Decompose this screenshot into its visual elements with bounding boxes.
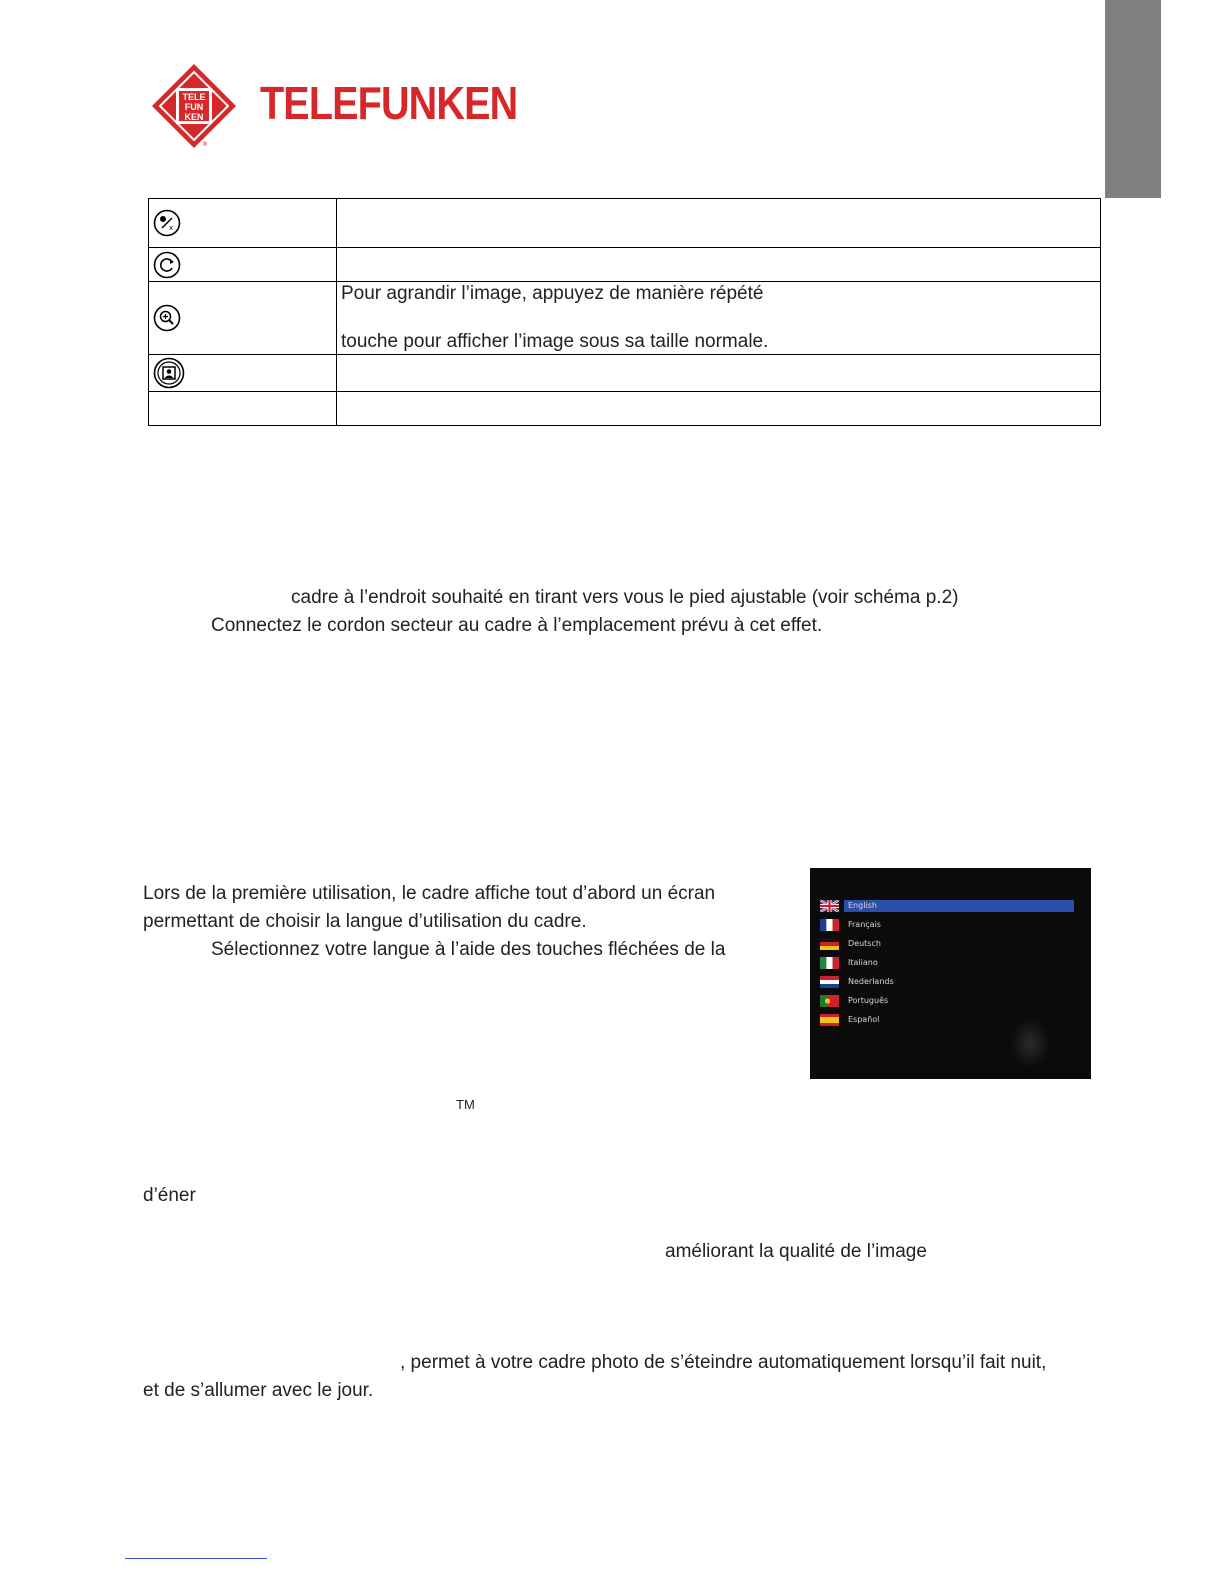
language-option-label: Nederlands [848,977,894,986]
table-row [149,248,1101,282]
svg-text:x: x [169,224,174,232]
italian-flag-icon [820,957,839,969]
language-option-label: Português [848,996,889,1005]
language-option-german [818,937,1070,951]
light-sensor-text: , permet à votre cadre photo de s’éteindre automatiquement lorsqu’il fait nuit, [400,1352,1047,1373]
language-option-spanish [818,1013,1070,1027]
language-option-label: Italiano [848,958,878,967]
icon-cell [149,392,337,426]
language-menu-screenshot [810,868,1091,1079]
svg-text:®: ® [202,141,208,148]
slideshow-effect-icon [153,209,181,237]
german-flag-icon [820,938,839,950]
table-row [149,282,1101,355]
language-option-french [818,918,1070,932]
table-row [149,355,1101,392]
description-cell [337,282,1101,355]
language-option-italian [818,956,1070,970]
language-option-dutch [818,975,1070,989]
zoom-description-line: touche pour afficher l’image sous sa taille normale. [341,331,769,352]
svg-text:FUN: FUN [184,102,204,112]
footer-divider [125,1558,267,1559]
svg-text:KEN: KEN [184,112,204,122]
uk-flag-icon [820,900,839,912]
description-cell [337,199,1101,248]
table-row [149,199,1101,248]
table-row [149,392,1101,426]
language-option-english [818,899,1070,913]
trademark-symbol: TM [456,1097,475,1112]
language-text: Sélectionnez votre langue à l’aide des touches fléchées de la [211,939,726,960]
energy-text-fragment: d’éner [143,1185,196,1206]
icon-cell [149,199,337,248]
light-sensor-text: et de s’allumer avec le jour. [143,1380,374,1401]
spanish-flag-icon [820,1014,839,1026]
language-option-label: Español [848,1015,880,1024]
section-tab [1105,0,1161,198]
zoom-description-line: Pour agrandir l’image, appuyez de manière répété [341,283,764,304]
dutch-flag-icon [820,976,839,988]
zoom-in-icon [153,304,181,332]
key-function-table [148,198,1101,426]
telefunken-logo [150,62,520,152]
language-option-portuguese [818,994,1070,1008]
image-quality-text: améliorant la qualité de l’image [665,1241,927,1262]
description-cell [337,248,1101,282]
brand-name: TELEFUNKEN [260,77,518,129]
language-text: Lors de la première utilisation, le cadre affiche tout d’abord un écran [143,883,716,904]
telefunken-diamond-icon [150,62,238,150]
description-cell [337,355,1101,392]
install-step-text: Connectez le cordon secteur au cadre à l’emplacement prévu à cet effet. [211,615,823,636]
icon-cell [149,248,337,282]
language-option-label: Français [848,920,881,929]
rotate-icon [153,251,181,279]
install-step-text: cadre à l’endroit souhaité en tirant vers vous le pied ajustable (voir schéma p.2) [291,587,959,608]
portuguese-flag-icon [820,995,839,1007]
photo-frame-icon [153,357,185,389]
language-text: permettant de choisir la langue d’utilisation du cadre. [143,911,587,932]
language-option-label: Deutsch [848,939,881,948]
svg-text:TELE: TELE [182,92,206,102]
description-cell [337,392,1101,426]
icon-cell [149,282,337,355]
french-flag-icon [820,919,839,931]
language-option-label: English [848,901,877,910]
icon-cell [149,355,337,392]
